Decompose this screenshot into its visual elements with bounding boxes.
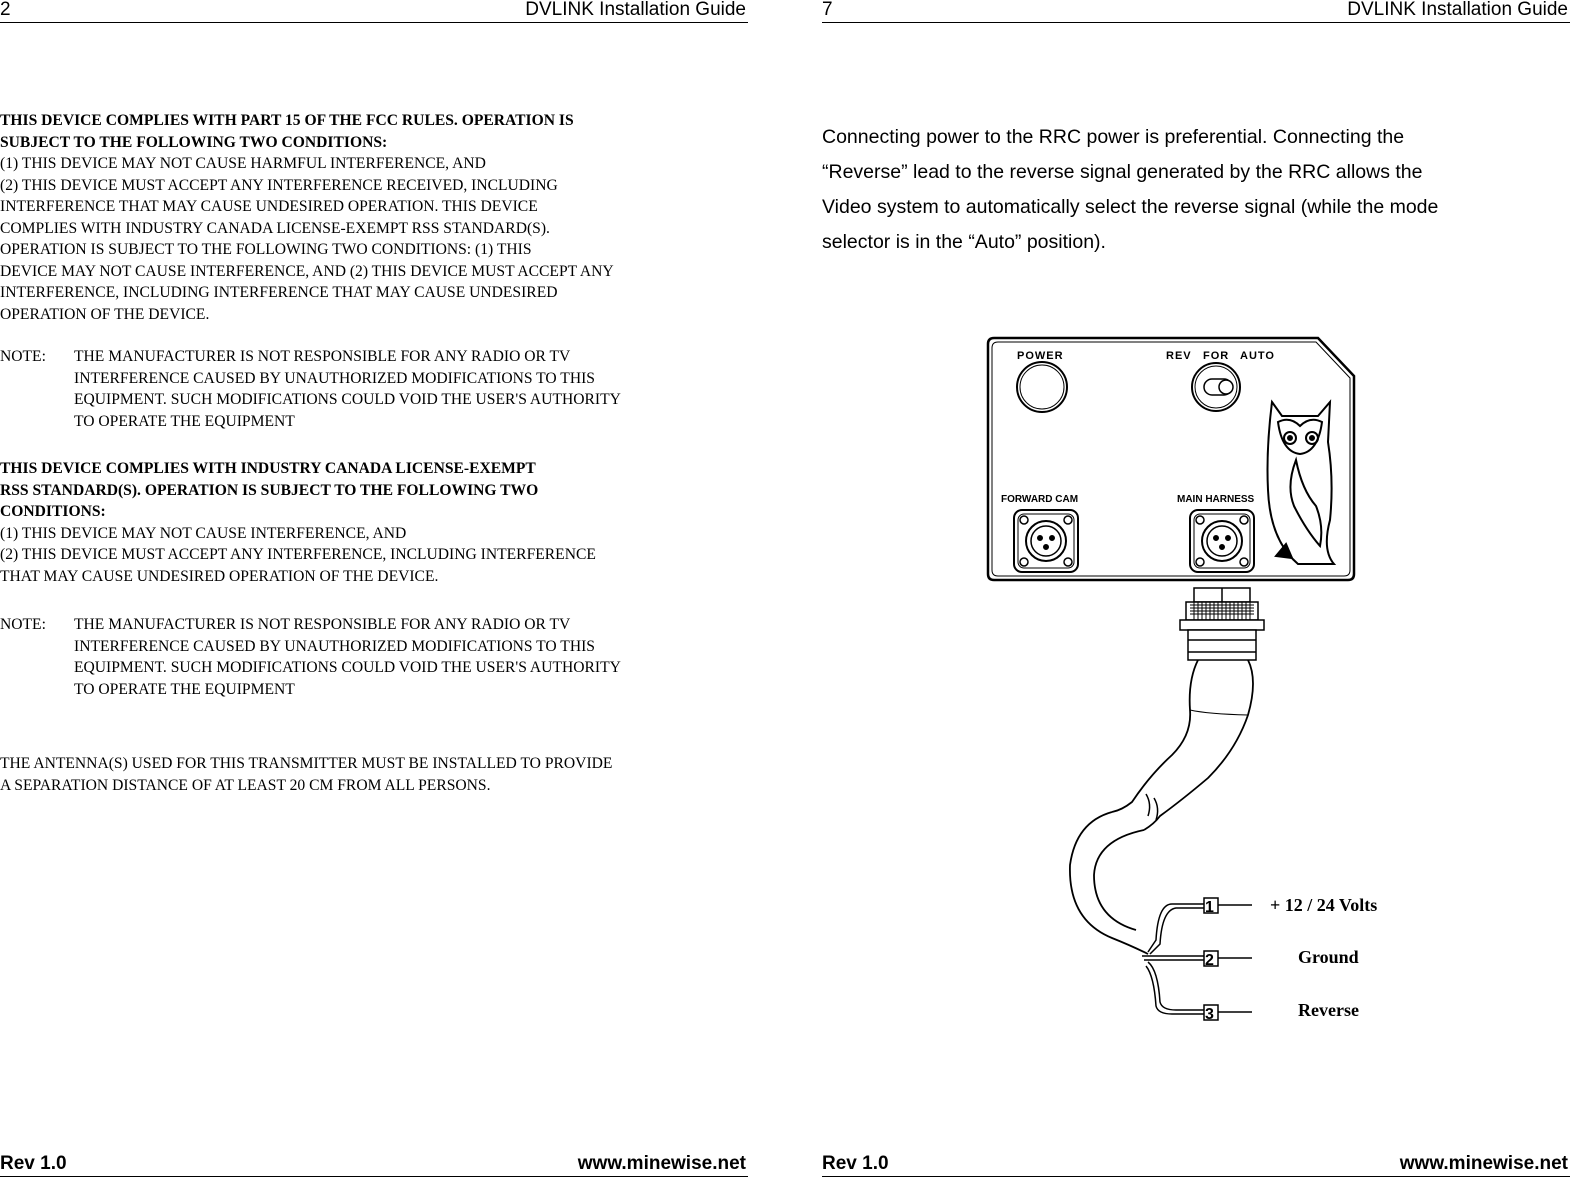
power-button bbox=[1017, 362, 1067, 412]
intro-line: Connecting power to the RRC power is preferential. Connecting the bbox=[822, 126, 1405, 148]
note-line: EQUIPMENT. SUCH MODIFICATIONS COULD VOID THE USER'S AUTHORITY bbox=[74, 391, 621, 408]
fcc-line: OPERATION OF THE DEVICE. bbox=[0, 305, 210, 323]
mode-selector-switch bbox=[1192, 363, 1240, 411]
fcc-statement bbox=[0, 110, 745, 325]
wire-leads bbox=[1142, 904, 1252, 1014]
header-title: DVLINK Installation Guide bbox=[1347, 0, 1568, 20]
fcc-line: OPERATION IS SUBJECT TO THE FOLLOWING TWO CONDITIONS: (1) THIS bbox=[0, 241, 532, 258]
fcc-heading-line: THIS DEVICE COMPLIES WITH PART 15 OF THE FCC RULES. OPERATION IS bbox=[0, 112, 574, 129]
footer-revision: Rev 1.0 bbox=[0, 1153, 67, 1174]
manufacturer-note-2 bbox=[0, 614, 745, 700]
ic-heading-line: THIS DEVICE COMPLIES WITH INDUSTRY CANADA LICENSE-EXEMPT bbox=[0, 460, 536, 477]
for-label: FOR bbox=[1203, 350, 1230, 362]
intro-line: Video system to automatically select the reverse signal (while the mode bbox=[822, 196, 1439, 218]
fcc-line: (2) THIS DEVICE MUST ACCEPT ANY INTERFERENCE RECEIVED, INCLUDING bbox=[0, 176, 558, 194]
note-label: NOTE: bbox=[0, 616, 46, 633]
forward-cam-connector bbox=[1014, 510, 1078, 572]
right-page bbox=[822, 0, 1570, 1184]
antenna-statement bbox=[0, 753, 745, 796]
rev-label: REV bbox=[1166, 350, 1192, 362]
harness-cable bbox=[1070, 660, 1253, 954]
ic-heading-line: RSS STANDARD(S). OPERATION IS SUBJECT TO THE FOLLOWING TWO bbox=[0, 481, 539, 499]
note-line: THE MANUFACTURER IS NOT RESPONSIBLE FOR ANY RADIO OR TV bbox=[74, 616, 571, 633]
pin-number: 1 bbox=[1205, 899, 1214, 916]
footer-url[interactable]: www.minewise.net bbox=[577, 1153, 746, 1174]
note-line: TO OPERATE THE EQUIPMENT bbox=[74, 412, 295, 430]
wiring-diagram bbox=[972, 330, 1432, 1030]
footer-revision: Rev 1.0 bbox=[822, 1153, 889, 1174]
fcc-line: INTERFERENCE, INCLUDING INTERFERENCE THAT MAY CAUSE UNDESIRED bbox=[0, 284, 558, 301]
note-line: TO OPERATE THE EQUIPMENT bbox=[74, 680, 295, 698]
page-header bbox=[0, 0, 748, 23]
fcc-line: DEVICE MAY NOT CAUSE INTERFERENCE, AND (2) THIS DEVICE MUST ACCEPT ANY bbox=[0, 262, 614, 280]
antenna-line: THE ANTENNA(S) USED FOR THIS TRANSMITTER MUST BE INSTALLED TO PROVIDE bbox=[0, 755, 613, 772]
page-footer bbox=[822, 1152, 1570, 1177]
intro-paragraph bbox=[822, 120, 1562, 260]
footer-url[interactable]: www.minewise.net bbox=[1399, 1153, 1568, 1174]
fcc-line: INTERFERENCE THAT MAY CAUSE UNDESIRED OPERATION. THIS DEVICE bbox=[0, 198, 538, 215]
header-title: DVLINK Installation Guide bbox=[525, 0, 746, 20]
fcc-line: COMPLIES WITH INDUSTRY CANADA LICENSE-EXEMPT RSS STANDARD(S). bbox=[0, 219, 550, 237]
left-page bbox=[0, 0, 748, 1184]
ic-heading-line: CONDITIONS: bbox=[0, 503, 106, 520]
ic-statement bbox=[0, 458, 745, 587]
fcc-line: (1) THIS DEVICE MAY NOT CAUSE HARMFUL INTERFERENCE, AND bbox=[0, 155, 486, 172]
intro-line: “Reverse” lead to the reverse signal generated by the RRC allows the bbox=[822, 161, 1423, 183]
pin-number: 3 bbox=[1205, 1006, 1214, 1023]
antenna-line: A SEPARATION DISTANCE OF AT LEAST 20 CM FROM ALL PERSONS. bbox=[0, 776, 491, 794]
note-label: NOTE: bbox=[0, 348, 46, 365]
page-number: 2 bbox=[0, 0, 11, 20]
note-line: EQUIPMENT. SUCH MODIFICATIONS COULD VOID THE USER'S AUTHORITY bbox=[74, 659, 621, 676]
intro-line: selector is in the “Auto” position). bbox=[822, 231, 1106, 253]
pin-number: 2 bbox=[1205, 952, 1214, 969]
page-header bbox=[822, 0, 1570, 23]
manufacturer-note-1 bbox=[0, 346, 745, 432]
note-line: INTERFERENCE CAUSED BY UNAUTHORIZED MODIFICATIONS TO THIS bbox=[74, 637, 595, 655]
auto-label: AUTO bbox=[1240, 350, 1275, 362]
pin-label: Ground bbox=[1298, 947, 1359, 967]
note-line: INTERFERENCE CAUSED BY UNAUTHORIZED MODIFICATIONS TO THIS bbox=[74, 369, 595, 387]
ic-line: THAT MAY CAUSE UNDESIRED OPERATION OF THE DEVICE. bbox=[0, 567, 439, 585]
power-label: POWER bbox=[1017, 350, 1064, 362]
pin-label: Reverse bbox=[1298, 1000, 1359, 1020]
harness-plug bbox=[1180, 588, 1264, 660]
note-line: THE MANUFACTURER IS NOT RESPONSIBLE FOR ANY RADIO OR TV bbox=[74, 348, 571, 365]
main-harness-connector bbox=[1190, 510, 1254, 572]
main-harness-label: MAIN HARNESS bbox=[1177, 494, 1255, 505]
forward-cam-label: FORWARD CAM bbox=[1001, 494, 1079, 505]
pin-label: + 12 / 24 Volts bbox=[1270, 895, 1378, 915]
page-number: 7 bbox=[822, 0, 833, 20]
ic-line: (2) THIS DEVICE MUST ACCEPT ANY INTERFERENCE, INCLUDING INTERFERENCE bbox=[0, 546, 596, 563]
ic-line: (1) THIS DEVICE MAY NOT CAUSE INTERFERENCE, AND bbox=[0, 524, 407, 542]
page-footer bbox=[0, 1152, 748, 1177]
fcc-heading-line: SUBJECT TO THE FOLLOWING TWO CONDITIONS: bbox=[0, 133, 388, 151]
